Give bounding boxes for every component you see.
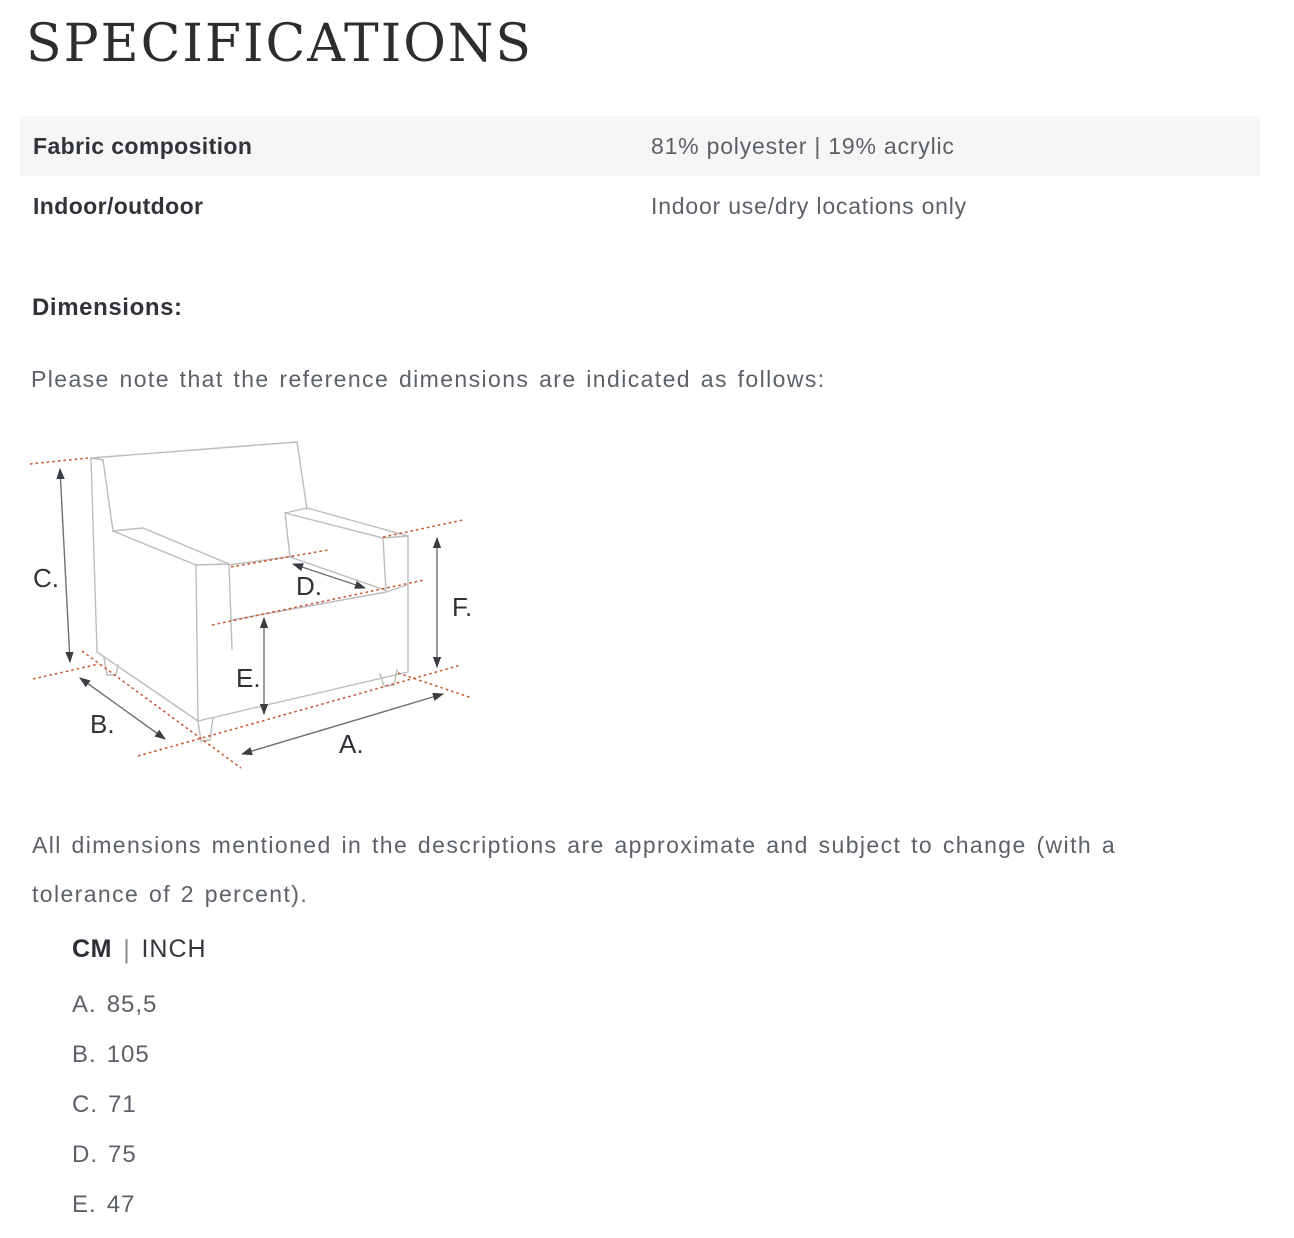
dimension-value-B bbox=[72, 1030, 157, 1080]
dimension-value-C bbox=[72, 1080, 157, 1130]
unit-cm-toggle[interactable]: CM bbox=[72, 935, 113, 963]
spec-row-indoor-outdoor bbox=[20, 176, 1260, 236]
spec-row-fabric bbox=[20, 116, 1260, 176]
unit-separator: | bbox=[123, 934, 131, 964]
label-A: A. bbox=[339, 729, 364, 759]
label-C: C. bbox=[33, 563, 59, 593]
chair-dimension-diagram bbox=[15, 424, 485, 784]
dimension-key: D. bbox=[72, 1141, 98, 1168]
page-title: SPECIFICATIONS bbox=[26, 14, 533, 74]
label-B: B. bbox=[90, 709, 115, 739]
dimension-value: 85,5 bbox=[106, 991, 158, 1018]
unit-inch-toggle[interactable]: INCH bbox=[141, 935, 207, 963]
dimension-key: C. bbox=[72, 1091, 98, 1118]
dimension-value-E bbox=[72, 1180, 157, 1230]
dimension-value-A bbox=[72, 980, 157, 1030]
dimensions-heading: Dimensions: bbox=[32, 294, 183, 321]
dimension-key: B. bbox=[72, 1041, 97, 1068]
dimension-value-D bbox=[72, 1130, 157, 1180]
spec-label: Fabric composition bbox=[33, 132, 253, 159]
dimension-value: 47 bbox=[106, 1191, 136, 1218]
spec-value: 81% polyester | 19% acrylic bbox=[651, 132, 955, 159]
armchair-drawing bbox=[91, 442, 408, 741]
disclaimer-line: All dimensions mentioned in the descriptions are approximate and subject to change (with a bbox=[32, 832, 1117, 858]
dimension-values-list bbox=[72, 980, 157, 1230]
dimensions-note: Please note that the reference dimensions are indicated as follows: bbox=[31, 366, 826, 392]
arrow-C bbox=[60, 469, 70, 662]
dimension-key: A. bbox=[72, 991, 97, 1018]
dimension-key: E. bbox=[72, 1191, 97, 1218]
label-E: E. bbox=[236, 663, 261, 693]
spec-table bbox=[20, 116, 1260, 236]
dimension-value: 105 bbox=[106, 1041, 150, 1068]
spec-value: Indoor use/dry locations only bbox=[651, 192, 967, 219]
dimension-value: 75 bbox=[108, 1141, 137, 1168]
spec-label: Indoor/outdoor bbox=[33, 192, 204, 219]
dimension-value: 71 bbox=[108, 1091, 137, 1118]
label-D: D. bbox=[296, 571, 322, 601]
dimensions-disclaimer bbox=[32, 821, 1232, 919]
unit-toggle bbox=[72, 934, 207, 965]
label-F: F. bbox=[452, 592, 473, 622]
disclaimer-line: tolerance of 2 percent). bbox=[32, 881, 309, 907]
